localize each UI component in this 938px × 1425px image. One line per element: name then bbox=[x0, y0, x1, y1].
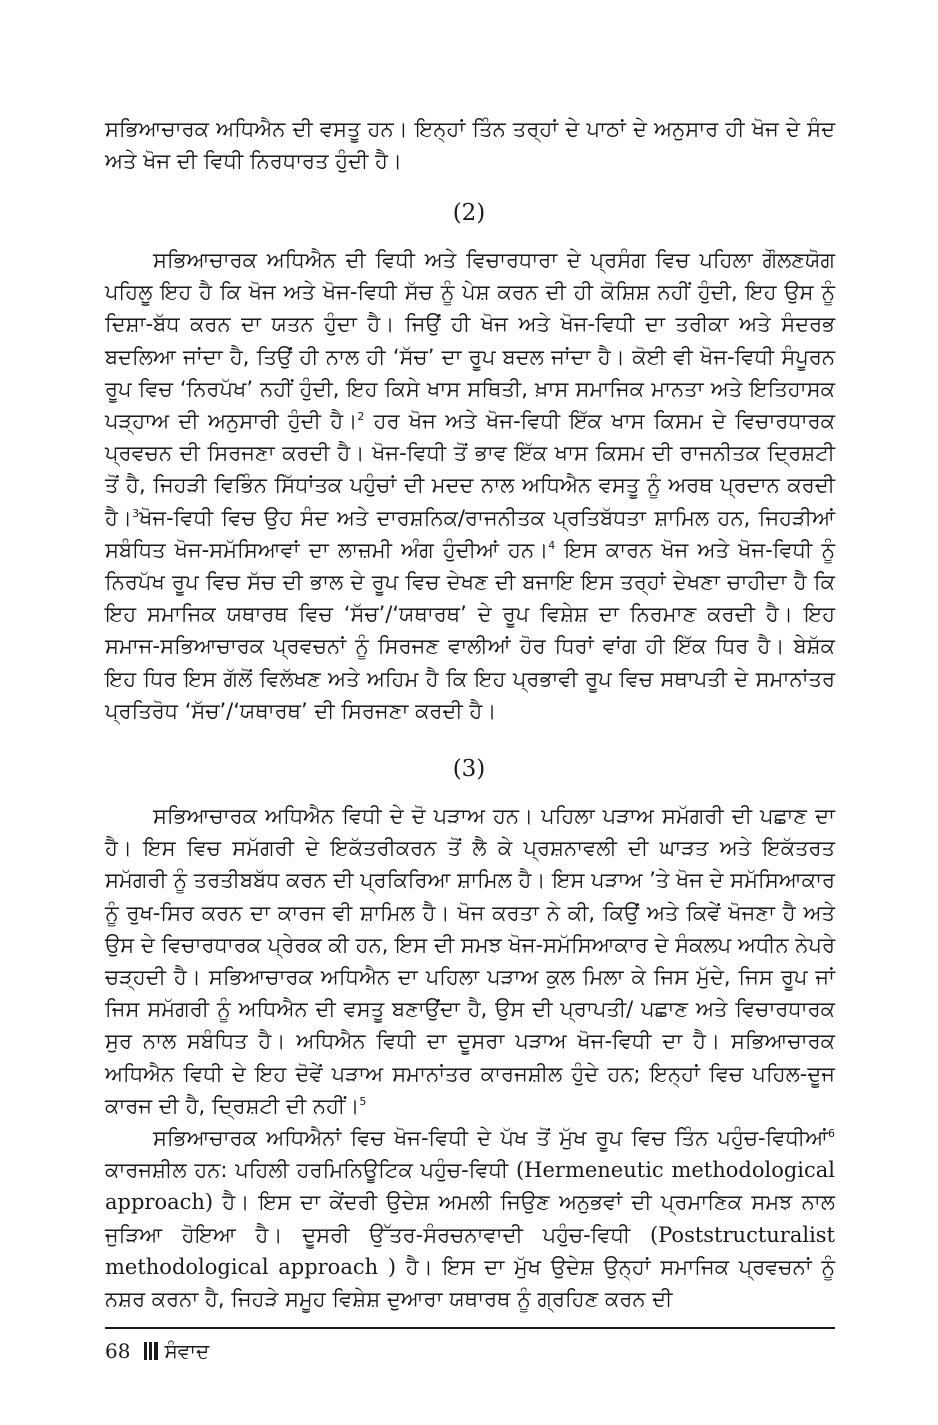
section-3-text-1: ਸਭਿਆਚਾਰਕ ਅਧਿਐਨ ਵਿਧੀ ਦੇ ਦੋ ਪੜਾਅ ਹਨ। ਪਹਿਲਾ ਪੜਾਅ ਸਮੱਗਰੀ ਦੀ ਪਛਾਣ ਦਾ ਹੈ। ਇਸ ਵਿਚ ਸਮੱਗਰੀ ਦੇ ਇਕੱਤਰੀਕਰਨ ਤੋਂ ਲੈ ਕੇ ਪ੍ਰਸ਼ਨਾਵਲੀ ਦੀ ਘਾੜਤ ਅਤੇ ਇਕੱਤਰਤ ਸਮੱਗਰੀ ਨੂੰ ਤਰਤੀਬਬੱਧ ਕਰਨ ਦੀ ਪ੍ਰਕਿਰਿਆ ਸ਼ਾਮਿਲ ਹੈ। ਇਸ ਪੜਾਅ ’ਤੇ ਖੋਜ ਦੇ ਸਮੱਸਿਆਕਾਰ ਨੂੰ ਰੁਖ-ਸਿਰ ਕਰਨ ਦਾ ਕਾਰਜ ਵੀ ਸ਼ਾਮਿਲ ਹੈ। ਖੋਜ ਕਰਤਾ ਨੇ ਕੀ, ਕਿਉਂ ਅਤੇ ਕਿਵੇਂ ਖੋਜਣਾ ਹੈ ਅਤੇ ਉਸ ਦੇ ਵਿਚਾਰਧਾਰਕ ਪ੍ਰੇਰਕ ਕੀ ਹਨ, ਇਸ ਦੀ ਸਮਝ ਖੋਜ-ਸਮੱਸਿਆਕਾਰ ਦੇ ਸੰਕਲਪ ਅਧੀਨ ਨੇਪਰੇ ਚੜ੍ਹਦੀ ਹੈ। ਸਭਿਆਚਾਰਕ ਅਧਿਐਨ ਦਾ ਪਹਿਲਾ ਪੜਾਅ ਕੁਲ ਮਿਲਾ ਕੇ ਜਿਸ ਮੁੱਦੇ, ਜਿਸ ਰੂਪ ਜਾਂ ਜਿਸ ਸਮੱਗਰੀ ਨੂੰ ਅਧਿਐਨ ਦੀ ਵਸਤੂ ਬਣਾਉਂਦਾ ਹੈ, ਉਸ ਦੀ ਪ੍ਰਾਪਤੀ/ ਪਛਾਣ ਅਤੇ ਵਿਚਾਰਧਾਰਕ ਸੁਰ ਨਾਲ ਸਬੰਧਿਤ ਹੈ। ਅਧਿਐਨ ਵਿਧੀ ਦਾ ਦੂਸਰਾ ਪੜਾਅ ਖੋਜ-ਵਿਧੀ ਦਾ ਹੈ। ਸਭਿਆਚਾਰਕ ਅਧਿਐਨ ਵਿਧੀ ਦੇ ਇਹ ਦੋਵੇਂ ਪੜਾਅ ਸਮਾਨਾਂਤਰ ਕਾਰਜਸ਼ੀਲ ਹੁੰਦੇ ਹਨ; ਇਨ੍ਹਾਂ ਵਿਚ ਪਹਿਲ-ਦੂਜ ਕਾਰਜ ਦੀ ਹੈ, ਦ੍ਰਿਸ਼ਟੀ ਦੀ ਨਹੀਂ। bbox=[105, 804, 835, 1118]
section-2-text-4: ਇਸ ਕਾਰਨ ਖੋਜ ਅਤੇ ਖੋਜ-ਵਿਧੀ ਨੂੰ ਨਿਰਪੱਖ ਰੂਪ ਵਿਚ ਸੱਚ ਦੀ ਭਾਲ ਦੇ ਰੂਪ ਵਿਚ ਦੇਖਣ ਦੀ ਬਜਾਇ ਇਸ ਤਰ੍ਹਾਂ ਦੇਖਣਾ ਚਾਹੀਦਾ ਹੈ ਕਿ ਇਹ ਸਮਾਜਿਕ ਯਥਾਰਥ ਵਿਚ ‘ਸੱਚ’/‘ਯਥਾਰਥ’ ਦੇ ਰੂਪ ਵਿਸ਼ੇਸ਼ ਦਾ ਨਿਰਮਾਣ ਕਰਦੀ ਹੈ। ਇਹ ਸਮਾਜ-ਸਭਿਆਚਾਰਕ ਪ੍ਰਵਚਨਾਂ ਨੂੰ ਸਿਰਜਣ ਵਾਲੀਆਂ ਹੋਰ ਧਿਰਾਂ ਵਾਂਗ ਹੀ ਇੱਕ ਧਿਰ ਹੈ। ਬੇਸ਼ੱਕ ਇਹ ਧਿਰ ਇਸ ਗੱਲੋਂ ਵਿਲੱਖਣ ਅਤੇ ਅਹਿਮ ਹੈ ਕਿ ਇਹ ਪ੍ਰਭਾਵੀ ਰੂਪ ਵਿਚ ਸਥਾਪਤੀ ਦੇ ਸਮਾਨਾਂਤਰ ਪ੍ਰਤਿਰੋਧ ‘ਸੱਚ’/‘ਯਥਾਰਥ’ ਦੀ ਸਿਰਜਣਾ ਕਰਦੀ ਹੈ। bbox=[105, 537, 835, 723]
section-2-paragraph bbox=[105, 244, 835, 727]
section-3-text-2b: ਕਾਰਜਸ਼ੀਲ ਹਨ: ਪਹਿਲੀ ਹਰਮਿਨਿਊਟਿਕ ਪਹੁੰਚ-ਵਿਧੀ bbox=[105, 1158, 516, 1183]
section-3-body bbox=[105, 800, 835, 1315]
intro-paragraph: ਸਭਿਆਚਾਰਕ ਅਧਿਐਨ ਦੀ ਵਸਤੂ ਹਨ। ਇਨ੍ਹਾਂ ਤਿੰਨ ਤਰ੍ਹਾਂ ਦੇ ਪਾਠਾਂ ਦੇ ਅਨੁਸਾਰ ਹੀ ਖੋਜ ਦੇ ਸੰਦ ਅਤੇ ਖੋਜ ਦੀ ਵਿਧੀ ਨਿਰਧਾਰਤ ਹੁੰਦੀ ਹੈ। bbox=[105, 117, 835, 174]
section-2-text-1: ਸਭਿਆਚਾਰਕ ਅਧਿਐਨ ਦੀ ਵਿਧੀ ਅਤੇ ਵਿਚਾਰਧਾਰਾ ਦੇ ਪ੍ਰਸੰਗ ਵਿਚ ਪਹਿਲਾ ਗੌਲਣਯੋਗ ਪਹਿਲੂ ਇਹ ਹੈ ਕਿ ਖੋਜ ਅਤੇ ਖੋਜ-ਵਿਧੀ ਸੱਚ ਨੂੰ ਪੇਸ਼ ਕਰਨ ਦੀ ਹੀ ਕੋਸ਼ਿਸ਼ ਨਹੀਂ ਹੁੰਦੀ, ਇਹ ਉਸ ਨੂੰ ਦਿਸ਼ਾ-ਬੱਧ ਕਰਨ ਦਾ ਯਤਨ ਹੁੰਦਾ ਹੈ। ਜਿਉਂ ਹੀ ਖੋਜ ਅਤੇ ਖੋਜ-ਵਿਧੀ ਦਾ ਤਰੀਕਾ ਅਤੇ ਸੰਦਰਭ ਬਦਲਿਆ ਜਾਂਦਾ ਹੈ, ਤਿਉਂ ਹੀ ਨਾਲ ਹੀ ‘ਸੱਚ’ ਦਾ ਰੂਪ ਬਦਲ ਜਾਂਦਾ ਹੈ। ਕੋਈ ਵੀ ਖੋਜ-ਵਿਧੀ ਸੰਪੂਰਨ ਰੂਪ ਵਿਚ ‘ਨਿਰਪੱਖ’ ਨਹੀਂ ਹੁੰਦੀ, ਇਹ ਕਿਸੇ ਖਾਸ ਸਥਿਤੀ, ਖ਼ਾਸ ਸਮਾਜਿਕ ਮਾਨਤਾ ਅਤੇ ਇਤਿਹਾਸਕ ਪੜ੍ਹਾਅ ਦੀ ਅਨੁਸਾਰੀ ਹੁੰਦੀ ਹੈ। bbox=[105, 248, 835, 434]
page-number: 68 bbox=[105, 1339, 131, 1363]
poststructuralist-term: (Poststructuralist methodological approach ) bbox=[105, 1222, 835, 1279]
section-2-body bbox=[105, 244, 835, 727]
section-2-heading: (2) bbox=[452, 200, 486, 226]
section-2-text-3: ਖੋਜ-ਵਿਧੀ ਵਿਚ ਉਹ ਸੰਦ ਅਤੇ ਦਾਰਸ਼ਨਿਕ/ਰਾਜਨੀਤਕ ਪ੍ਰਤਿਬੱਧਤਾ ਸ਼ਾਮਿਲ ਹਨ, ਜਿਹੜੀਆਂ ਸਬੰਧਿਤ ਖੋਜ-ਸਮੱਸਿਆਵਾਂ ਦਾ ਲਾਜ਼ਮੀ ਅੰਗ ਹੁੰਦੀਆਂ ਹਨ। bbox=[105, 505, 835, 562]
footer-divider bbox=[105, 1327, 835, 1329]
section-3-heading: (3) bbox=[452, 756, 486, 782]
section-3-text-2a: ਸਭਿਆਚਾਰਕ ਅਧਿਐਨਾਂ ਵਿਚ ਖੋਜ-ਵਿਧੀ ਦੇ ਪੱਖ ਤੋਂ ਮੁੱਖ ਰੂਪ ਵਿਚ ਤਿੰਨ ਪਹੁੰਚ-ਵਿਧੀਆਂ bbox=[153, 1126, 828, 1151]
section-3-text-2d: ਹੈ। ਇਸ ਦਾ ਕੇਂਦਰੀ ਉਦੇਸ਼ ਅਮਲੀ ਜਿਉਣ ਅਨੁਭਵਾਂ ਦੀ ਪ੍ਰਮਾਣਿਕ ਸਮਝ ਨਾਲ ਜੁੜਿਆ ਹੋਇਆ ਹੈ। ਦੂਸਰੀ ਉੱਤਰ-ਸੰਰਚਨਾਵਾਦੀ ਪਹੁੰਚ-ਵਿਧੀ bbox=[105, 1190, 835, 1247]
footnote-ref-6: 6 bbox=[828, 1127, 835, 1141]
hermeneutic-term: (Hermeneutic methodological approach) bbox=[105, 1158, 835, 1215]
section-2-text-2: ਹਰ ਖੋਜ ਅਤੇ ਖੋਜ-ਵਿਧੀ ਇੱਕ ਖਾਸ ਕਿਸਮ ਦੇ ਵਿਚਾਰਧਾਰਕ ਪ੍ਰਵਚਨ ਦੀ ਸਿਰਜਣਾ ਕਰਦੀ ਹੈ। ਖੋਜ-ਵਿਧੀ ਤੋਂ ਭਾਵ ਇੱਕ ਖਾਸ ਕਿਸਮ ਦੀ ਰਾਜਨੀਤਕ ਦ੍ਰਿਸ਼ਟੀ ਤੋਂ ਹੈ, ਜਿਹੜੀ ਵਿਭਿੰਨ ਸਿੱਧਾਂਤਕ ਪਹੁੰਚਾਂ ਦੀ ਮਦਦ ਨਾਲ ਅਧਿਐਨ ਵਸਤੂ ਨੂੰ ਅਰਥ ਪ੍ਰਦਾਨ ਕਰਦੀ ਹੈ। bbox=[105, 409, 835, 530]
intro-paragraph-block bbox=[105, 113, 835, 177]
footnote-ref-2: 2 bbox=[357, 410, 365, 424]
footnote-ref-5: 5 bbox=[359, 1094, 367, 1108]
footnote-ref-4: 4 bbox=[548, 538, 556, 552]
journal-title: ਸੰਵਾਦ bbox=[164, 1339, 210, 1363]
page-footer bbox=[105, 1336, 209, 1366]
footnote-ref-3: 3 bbox=[132, 506, 140, 520]
section-3-paragraph-2 bbox=[105, 1122, 835, 1315]
triple-bar-icon bbox=[144, 1342, 158, 1360]
section-3-text-2f: ਹੈ। ਇਸ ਦਾ ਮੁੱਖ ਉਦੇਸ਼ ਉਨ੍ਹਾਂ ਸਮਾਜਿਕ ਪ੍ਰਵਚਨਾਂ ਨੂੰ ਨਸ਼ਰ ਕਰਨਾ ਹੈ, ਜਿਹੜੇ ਸਮੂਹ ਵਿਸ਼ੇਸ਼ ਦੁਆਰਾ ਯਥਾਰਥ ਨੂੰ ਗ੍ਰਹਿਣ ਕਰਨ ਦੀ bbox=[105, 1254, 835, 1312]
section-3-paragraph-1 bbox=[105, 800, 835, 1122]
